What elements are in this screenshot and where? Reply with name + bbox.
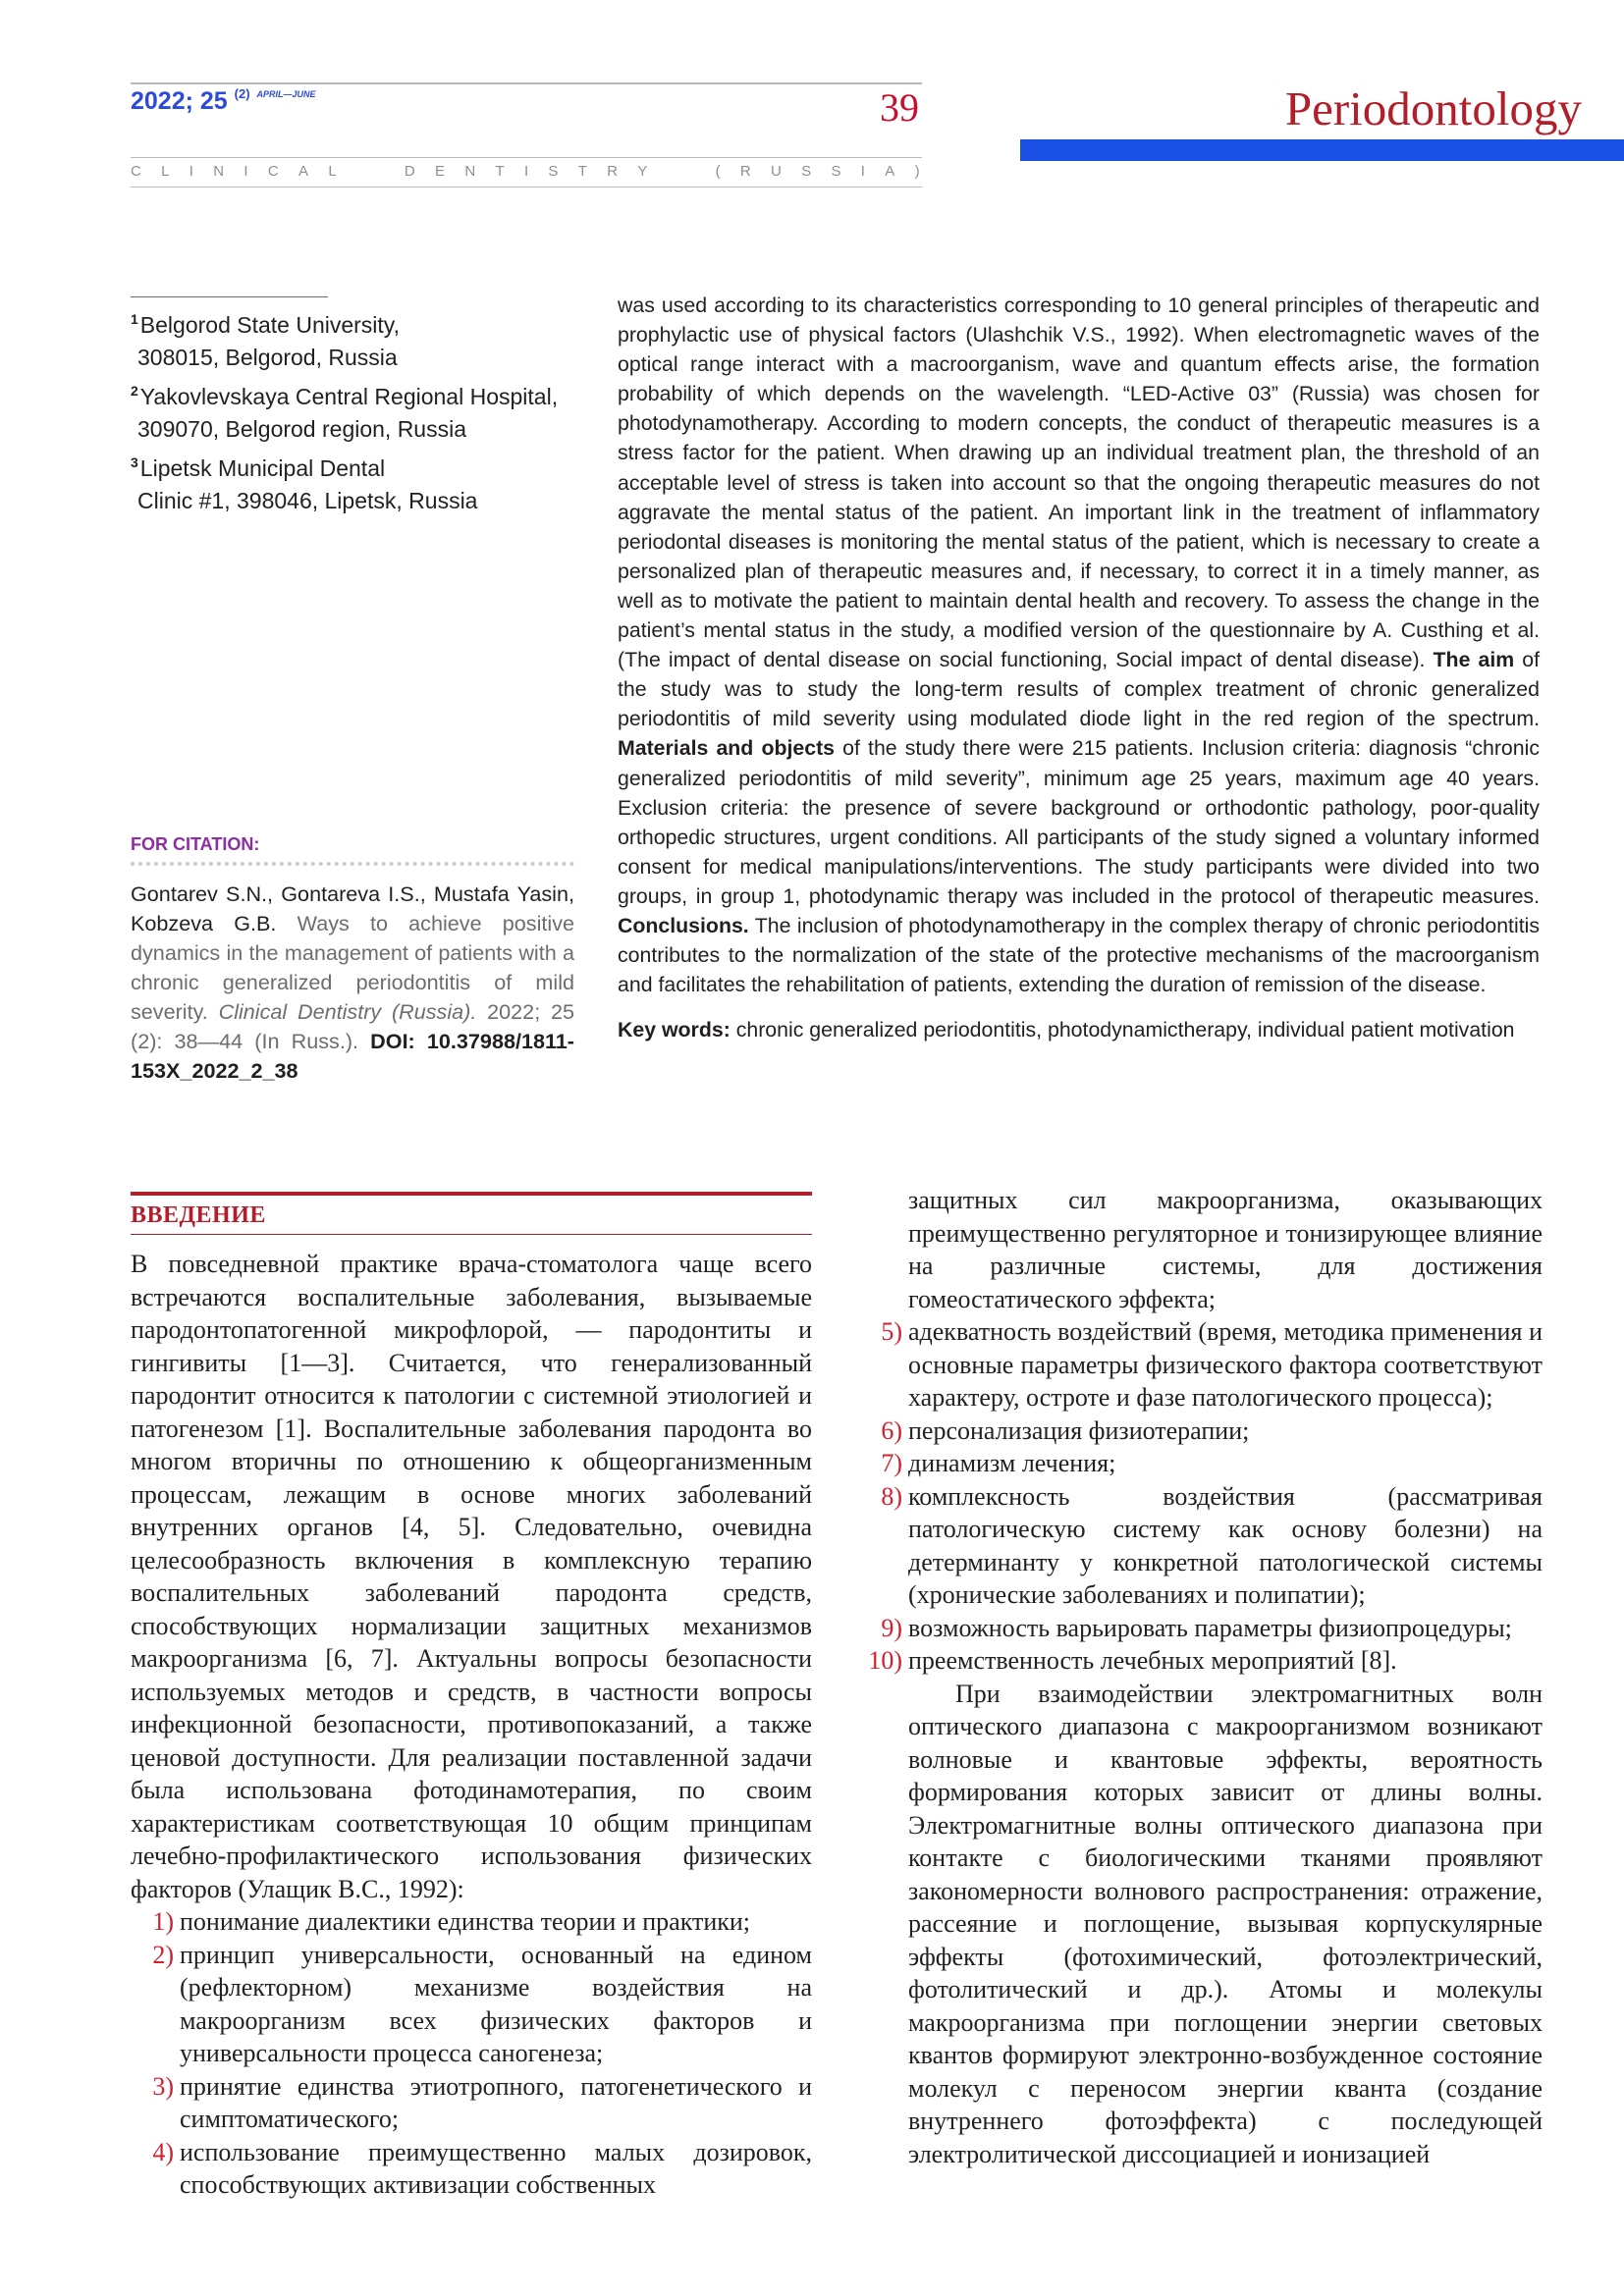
list-number: 1)	[152, 1907, 174, 1936]
list-text: возможность варьировать параметры физиопроцедуры;	[908, 1613, 1512, 1642]
citation-title: Ways to achieve positive dynamics in the management of patients with a chronic generalized periodontitis of mild severity.	[131, 911, 574, 1024]
affiliation-number: 2	[131, 382, 138, 399]
keywords-text: chronic generalized periodontitis, photodynamictherapy, individual patient motivation	[735, 1018, 1515, 1042]
abstract-body	[618, 291, 1540, 999]
list-number: 10)	[868, 1646, 902, 1675]
list-number: 2)	[152, 1940, 174, 1969]
citation-doi[interactable]: DOI: 10.37988/1811-153X_2022_2_38	[131, 1029, 574, 1083]
journal-letter: T	[495, 163, 507, 180]
citation-divider	[131, 862, 574, 866]
body-paragraph: При взаимодействии электромагнитных волн оптического диапазона с макроорганизмом возникают волновые и квантовые эффекты, вероятность формирования которых зависит от длины волны. Электромагнитные волны оптического диапазона при контакте с биологическими тканями проявляют закономерности волнового распространения: отражение, рассеяние и поглощение, вызывая корпускулярные эффекты (фотохимический, фотоэлектрический, фотолитический и др.). Атомы и молекулы макроорганизма при поглощении энергии световых квантов формируют электронно-возбужденное состояние молекул с переносом энергии кванта (создание внутреннего фотоэффекта) с последующей электролитической диссоциацией и ионизацией	[908, 1679, 1543, 2168]
year-volume: 2022; 25	[131, 87, 228, 115]
list-text: персонализация физиотерапии;	[908, 1415, 1250, 1445]
affiliation-rule	[131, 296, 328, 297]
journal-letter: L	[161, 163, 172, 180]
conclusions-label: Conclusions.	[618, 913, 749, 937]
list-item	[881, 1480, 1543, 1612]
journal-letter: C	[267, 163, 281, 180]
list-text: комплексность воздействия (рассматривая патологическую систему как основу болезни) на детерминанту у конкретной патологической системы (хронические заболеваниях и полипатии);	[908, 1481, 1543, 1609]
journal-letter: R	[607, 163, 621, 180]
list-continuation: защитных сил макроорганизма, оказывающих преимущественно регуляторное и тонизирующее влияние на различные системы, для достижения гомеостатического эффекта;	[908, 1186, 1543, 1313]
list-number: 4)	[152, 2137, 174, 2166]
journal-letter: I	[860, 163, 867, 180]
journal-letter: S	[548, 163, 561, 180]
list-number: 8)	[881, 1481, 902, 1511]
list-number: 6)	[881, 1415, 902, 1445]
aim-text: of the study was to study the long-term results of complex treatment of chronic generalized periodontitis of mild severity using modulated diode light in the red region of the spectrum.	[618, 648, 1541, 731]
journal-letter: A	[298, 163, 311, 180]
list-item	[131, 2070, 812, 2136]
body-column-left	[131, 1248, 812, 2202]
journal-letter: R	[739, 163, 753, 180]
principles-list-right	[868, 1315, 1543, 1678]
section-rule-bottom	[131, 1234, 812, 1235]
affiliation-1	[131, 303, 592, 375]
affiliation-number: 3	[131, 454, 138, 470]
affiliation-line: Belgorod State University,	[139, 312, 400, 338]
list-item	[868, 1644, 1543, 1678]
journal-letter: I	[189, 163, 195, 180]
journal-letter: E	[435, 163, 448, 180]
affiliation-2	[131, 375, 592, 447]
list-item	[881, 1447, 1543, 1480]
affiliations	[131, 303, 592, 517]
citation-authors: Gontarev S.N., Gontareva I.S., Mustafa Yasin, Kobzeva G.B.	[131, 881, 574, 935]
list-text: использование преимущественно малых дозировок, способствующих активизации собственных	[180, 2137, 812, 2199]
abstract	[618, 291, 1540, 1044]
keywords-label: Key words:	[618, 1018, 731, 1042]
journal-letter: N	[213, 163, 227, 180]
citation-heading: FOR CITATION:	[131, 834, 260, 854]
journal-letter: Y	[637, 163, 650, 180]
list-number: 3)	[152, 2071, 174, 2101]
list-item	[881, 1415, 1543, 1448]
section-rule-top	[131, 1192, 812, 1196]
journal-letter: (	[715, 163, 723, 180]
list-item	[131, 2136, 812, 2202]
affiliation-line: 309070, Belgorod region, Russia	[137, 416, 467, 443]
journal-letter: I	[523, 163, 531, 180]
issue-number: (2)	[234, 86, 250, 101]
issue-label	[131, 86, 316, 116]
journal-letter: S	[831, 163, 843, 180]
materials-label: Materials and objects	[618, 736, 836, 761]
list-item	[881, 1315, 1543, 1415]
citation-text	[131, 880, 574, 1086]
keywords	[618, 1015, 1540, 1044]
list-item	[131, 1905, 812, 1939]
abstract-methods-text: was used according to its characteristics corresponding to 10 general principles of therapeutic and prophylactic use of physical factors (Ulashchik V.S., 1992). When electromagnetic waves of the optical range interact with a macroorganism, wave and quantum effects arise, the formation probability of which depends on the wavelength. “LED-Active 03” (Russia) was chosen for photodynamotherapy. According to modern concepts, the conduct of therapeutic measures is a stress factor for the patient. When drawing up an individual treatment plan, the threshold of an acceptable level of stress is taken into account so that the ongoing therapeutic measures do not aggravate the mental status of the patient. An important link in the treatment of inflammatory periodontal diseases is monitoring the mental status of the patient, which is necessary to create a personalized plan of therapeutic measures and, if necessary, to correct it in a timely manner, as well as to motivate the patient to maintain dental health and recovery. To assess the change in the patient’s mental status in the study, a modified version of the questionnaire by A. Custhing et al. (The impact of dental disease on social functioning, Social impact of dental disease).	[618, 294, 1540, 672]
header-top-rule	[131, 82, 922, 84]
affiliation-line: Clinic #1, 398046, Lipetsk, Russia	[137, 488, 478, 514]
section-title: ВВЕДЕНИЕ	[131, 1202, 266, 1228]
list-text: преемственность лечебных мероприятий [8].	[908, 1646, 1397, 1675]
materials-text: of the study there were 215 patients. Inclusion criteria: diagnosis “chronic generalized periodontitis of mild severity”, minimum age 25 years, maximum age 40 years. Exclusion criteria: the presence of severe background or orthodontic pathology, poor-quality orthopedic structures, urgent conditions. All participants of the study signed a voluntary informed consent for medical manipulations/interventions. The study participants were divided into two groups, in group 1, photodynamic therapy was included in the protocol of therapeutic measures.	[618, 736, 1540, 908]
journal-letter	[668, 163, 674, 180]
journal-letter: )	[914, 163, 922, 180]
affiliation-line: Yakovlevskaya Central Regional Hospital,	[139, 383, 559, 409]
list-text: адекватность воздействий (время, методика применения и основные параметры физического фактора соответствуют характеру, остроте и фазе патологического процесса);	[908, 1317, 1543, 1412]
journal-letter	[356, 163, 362, 180]
journal-letter: L	[328, 163, 339, 180]
journal-letter: U	[771, 163, 784, 180]
aim-label: The aim	[1433, 648, 1515, 672]
list-number: 7)	[881, 1449, 902, 1477]
journal-name	[131, 163, 922, 180]
journal-letter: A	[885, 163, 897, 180]
list-text: понимание диалектики единства теории и практики;	[180, 1907, 751, 1936]
list-number: 9)	[881, 1613, 902, 1642]
header-mid-rule	[131, 157, 922, 158]
citation-details: 2022; 25 (2): 38—44 (In Russ.).	[131, 999, 575, 1053]
list-number: 5)	[881, 1317, 902, 1346]
journal-letter: S	[801, 163, 814, 180]
list-text: принцип универсальности, основанный на едином (рефлекторном) механизме воздействия на макроорганизм всех физических факторов и универсальности процесса саногенеза;	[180, 1940, 812, 2067]
affiliation-line: Lipetsk Municipal Dental	[139, 454, 386, 481]
page-number: 39	[880, 85, 919, 130]
body-column-right	[868, 1184, 1543, 2170]
journal-letter: C	[131, 163, 143, 180]
affiliation-line: 308015, Belgorod, Russia	[137, 345, 398, 371]
list-item	[131, 1939, 812, 2070]
intro-paragraph: В повседневной практике врача-стоматолога чаще всего встречаются воспалительные заболевания, вызываемые пародонтопатогенной микрофлорой, — пародонтиты и гингивиты [1—3]. Считается, что генерализованный пародонтит относится к патологии с системной этиологией и патогенезом [1]. Воспалительные заболевания пародонта во многом вторичны по отношению к общеорганизменным процессам, лежащим в основе многих заболеваний внутренних органов [4, 5]. Следовательно, очевидна целесообразность включения в комплексную терапию воспалительных заболеваний пародонта средств, способствующих нормализации защитных механизмов макроорганизма [6, 7]. Актуальны вопросы безопасности используемых методов и средств, в частности вопросы инфекционной безопасности, противопоказаний, а также ценовой доступности. Для реализации поставленной задачи была использована фотодинамотерапия, по своим характеристикам соответствующая 10 общим принципам лечебно-профилактического использования физических факторов (Улащик В.С., 1992):	[131, 1250, 812, 1903]
affiliation-3	[131, 447, 592, 518]
journal-letter: D	[404, 163, 417, 180]
affiliation-number: 1	[131, 311, 138, 327]
journal-letter: T	[577, 163, 589, 180]
principles-list-left	[131, 1905, 812, 2202]
list-text: динамизм лечения;	[908, 1449, 1116, 1477]
section-color-bar	[1020, 139, 1624, 161]
journal-letter: I	[244, 163, 250, 180]
journal-letter	[380, 163, 386, 180]
journal-letter	[691, 163, 697, 180]
list-text: принятие единства этиотропного, патогенетического и симптоматического;	[180, 2071, 812, 2133]
section-name: Periodontology	[1284, 81, 1582, 135]
journal-letter: N	[464, 163, 478, 180]
issue-months: APRIL—JUNE	[256, 89, 316, 99]
conclusions-text: The inclusion of photodynamotherapy in the complex therapy of chronic periodontitis contributes to the normalization of the state of the protective mechanisms of the macroorganism and facilitates the rehabilitation of patients, extending the duration of remission of the disease.	[618, 913, 1540, 997]
citation-journal: Clinical Dentistry (Russia).	[218, 999, 477, 1024]
list-item	[881, 1612, 1543, 1645]
